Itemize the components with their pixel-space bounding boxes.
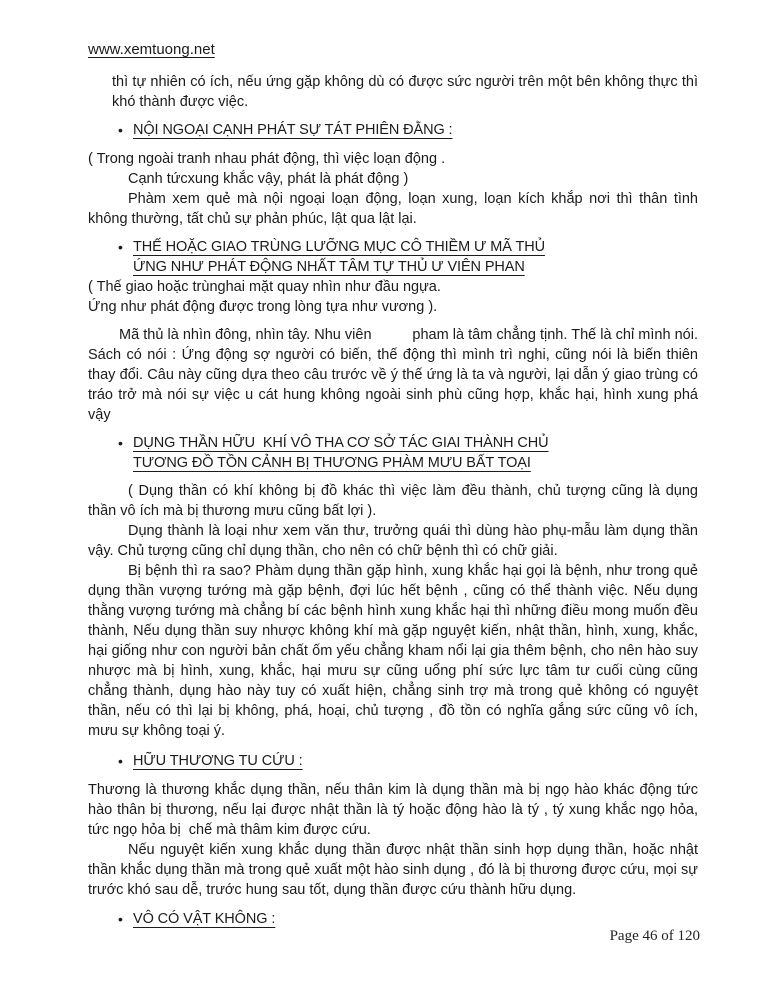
heading-text: HỮU THƯƠNG TU CỨU : bbox=[133, 753, 303, 769]
body-paragraph: ( Dụng thần có khí không bị đồ khác thì việc làm đều thành, chủ tượng cũng là dụng thần vô ích mà bị thương mưu cũng bất lợi ). bbox=[88, 483, 698, 519]
heading-text: VÔ CÓ VẬT KHÔNG : bbox=[133, 911, 276, 927]
section-heading-vo-co-vat-khong bbox=[88, 909, 698, 929]
body-paragraph: Nếu nguyệt kiến xung khắc dụng thần được nhật thần sinh hợp dụng thần, hoặc nhật thần khắc dụng thần mà trong quẻ xuất một hào sinh dụng , đó là bị thương được cứu, mọi sự trước khó sau dễ, trước hung sau tốt, dụng thần được cứu thành hữu dụng. bbox=[88, 842, 698, 898]
page-number-label: Page 46 of 120 bbox=[609, 928, 700, 944]
section-heading-the-hoac-giao-trung bbox=[88, 237, 698, 277]
heading-lines bbox=[133, 433, 698, 473]
body-paragraph: Thương là thương khắc dụng thần, nếu thân kim là dụng thần mà bị ngọ hào khác động tức hào thân bị thương, nếu lại được nhật thần là tý hoặc động hào là tý , tý xung khắc ngọ hỏa, tức ngọ hỏa bị chế mà thâm kim được cứu. bbox=[88, 782, 698, 838]
heading-lines bbox=[133, 120, 698, 140]
note-line: Cạnh tứcxung khắc vậy, phát là phát động ) bbox=[128, 171, 409, 187]
note-line: ( Thế giao hoặc trùnghai mặt quay nhìn như đầu ngựa. bbox=[88, 279, 441, 295]
bullet-icon: • bbox=[118, 753, 123, 769]
body-paragraph: Dụng thành là loại như xem văn thư, trưởng quái thì dùng hào phụ-mẫu làm dụng thần vậy. Chủ tượng cũng chỉ dụng thần, cho nên có chữ bệnh thì có chữ giải. bbox=[88, 523, 698, 559]
section-heading-dung-than-huu-khi bbox=[88, 433, 698, 473]
document-content bbox=[88, 40, 698, 929]
section-heading-huu-thuong-tu-cuu bbox=[88, 751, 698, 771]
note-line: Ứng như phát động được trong lòng tựa như vương ). bbox=[88, 299, 438, 315]
heading-text: ỨNG NHƯ PHÁT ĐỘNG NHẤT TÂM TỰ THỦ Ư VIÊN PHAN bbox=[133, 259, 525, 275]
body-paragraph: Phàm xem quẻ mà nội ngoại loạn động, loạn xung, loạn kích khắp nơi thì thân tình không thường, tất chủ sự phản phúc, lật qua lật lại. bbox=[88, 191, 698, 227]
heading-text: NỘI NGOẠI CẠNH PHÁT SỰ TÁT PHIÊN ĐẰNG : bbox=[133, 122, 453, 138]
heading-lines bbox=[133, 751, 698, 771]
intro-paragraph: thì tự nhiên có ích, nếu ứng gặp không dù có được sức người trên một bên không thực thì khó thành được việc. bbox=[112, 74, 698, 110]
bullet-icon: • bbox=[118, 239, 123, 255]
note-line: ( Trong ngoài tranh nhau phát động, thì việc loạn động . bbox=[88, 151, 446, 167]
heading-text: THẾ HOẶC GIAO TRÙNG LƯỠNG MỤC CÔ THIỀM Ư MÃ THỦ bbox=[133, 239, 545, 255]
site-url: www.xemtuong.net bbox=[88, 41, 215, 58]
bullet-icon: • bbox=[118, 911, 123, 927]
heading-text: DỤNG THẦN HỮU KHÍ VÔ THA CƠ SỞ TÁC GIAI THÀNH CHỦ bbox=[133, 435, 549, 451]
heading-text: TƯƠNG ĐỒ TỒN CẢNH BỊ THƯƠNG PHÀM MƯU BẤT TOẠI bbox=[133, 455, 531, 471]
bullet-icon: • bbox=[118, 122, 123, 138]
heading-lines bbox=[133, 237, 698, 277]
bullet-icon: • bbox=[118, 435, 123, 451]
section-heading-noi-ngoai bbox=[88, 120, 698, 140]
body-paragraph: Bị bệnh thì ra sao? Phàm dụng thần gặp hình, xung khắc hại gọi là bệnh, như trong quẻ dụng thần vượng tướng mà gặp bệnh, đợi lúc hết bệnh , cũng có thể thành việc. Nếu dụng thằng vượng tướng mà chẳng bí các bệnh hình xung khắc hại thì những điều mong muốn đều thành, Nếu dụng thần suy nhược không khí mà gặp nguyệt kiến, nhật thần, hình, xung, khắc, hại giống như con người bản chất ốm yếu chẳng kham nổi lại gia thêm bệnh, cho nên hào suy nhược mà bị hình, xung, khắc, hại mưu sự cũng uổng phí sức lực tâm tư cuối cùng cũng chẳng thành, dụng hào này tuy có xuất hiện, chẳng sinh trợ mà trong quẻ không có nguyệt thần, nếu có thì lại bị không, phá, hoại, chủ tượng , đồ tồn có nghĩa gắng sức cũng vô ích, mưu sự không toại ý. bbox=[88, 563, 698, 739]
body-paragraph: Mã thủ là nhìn đông, nhìn tây. Nhu viên pham là tâm chẳng tịnh. Thế là chỉ mình nói. Sách có nói : Ứng động sợ người có biến, thế động thì mình trì nghi, cũng nói là biến thiên thay đổi. Câu này cũng dựa theo câu trước về ý thế ứng là ta và người, lại dẫn ý giao trùng có tráo trở mà nói sự việc u cát hung không ngoài sinh phù cũng hợp, khắc hại, hình xung phá vậy bbox=[88, 327, 698, 423]
